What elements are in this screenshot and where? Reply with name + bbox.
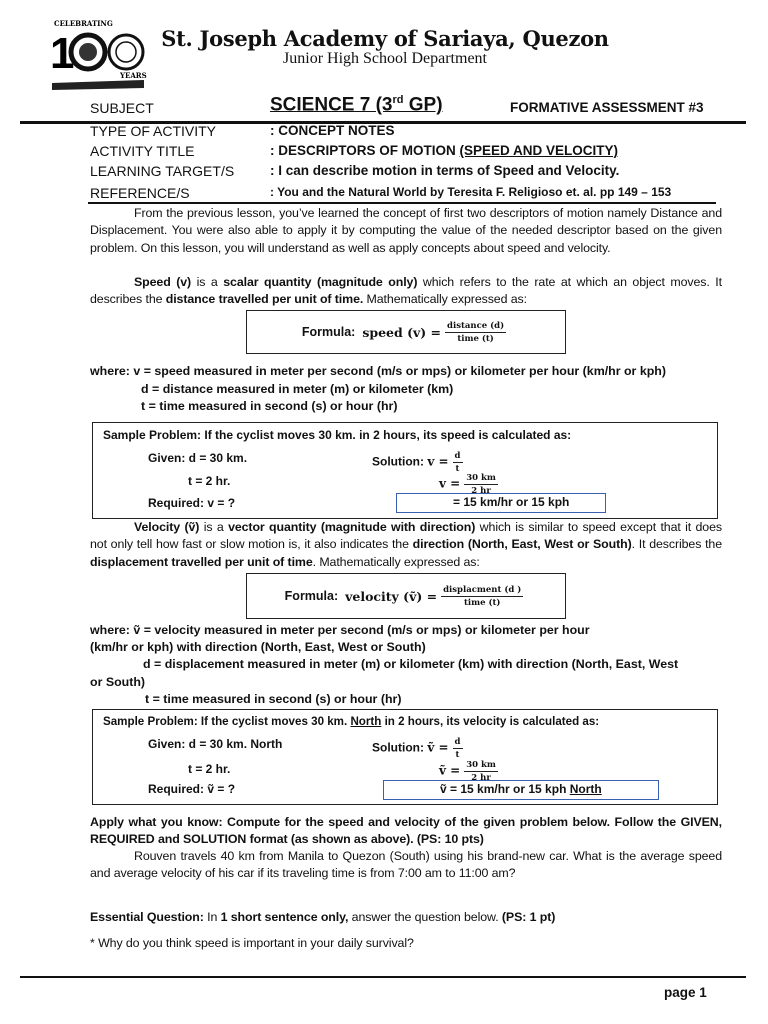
- t: answer the question below.: [348, 910, 502, 924]
- numerator: 30 km: [466, 760, 496, 770]
- v-eq: ṽ =: [427, 740, 449, 755]
- velocity-where-d: d = displacement measured in meter (m) or kilometer (km) with direction (North, East, West: [143, 657, 679, 671]
- solution-label: Solution:: [372, 740, 424, 755]
- type-value: : CONCEPT NOTES: [270, 123, 395, 138]
- given-time: t = 2 hr.: [188, 474, 231, 488]
- t: is a: [199, 520, 229, 534]
- fraction: [453, 737, 463, 760]
- speed-paragraph: [90, 274, 722, 309]
- numerator: d: [454, 451, 461, 461]
- numerator: 30 km: [466, 473, 496, 483]
- answer-box: [383, 780, 659, 800]
- subject-value: [270, 94, 443, 116]
- t: is a: [191, 275, 224, 289]
- department-name: Junior High School Department: [283, 50, 487, 67]
- target-value: : I can describe motion in terms of Speed and Velocity.: [270, 163, 620, 178]
- sample-title: Sample Problem: If the cyclist moves 30 km. in 2 hours, its speed is calculated as:: [103, 428, 572, 442]
- numerator: d: [454, 737, 461, 747]
- required: Required: v = ?: [148, 496, 236, 510]
- v-eq: v =: [439, 476, 461, 491]
- svg-text:1: 1: [50, 29, 71, 78]
- numerator: distance (d): [447, 320, 505, 331]
- title-value: [270, 143, 618, 158]
- denominator: 2 hr: [471, 773, 491, 783]
- speed-where-d: d = distance measured in meter (m) or kilometer (km): [141, 382, 454, 396]
- logo-years-text: YEARS: [120, 71, 147, 80]
- required: Required: ṽ = ?: [148, 782, 236, 796]
- t: which is similar to speed except that it does not only tell how fast or slow motion is, it also indicates the: [90, 520, 722, 552]
- target-label: LEARNING TARGET/S: [90, 163, 235, 179]
- answer-box: [396, 493, 606, 513]
- formula-lhs: velocity (ṽ) =: [345, 588, 438, 604]
- t: 1 short sentence only,: [220, 910, 349, 924]
- denominator: time (t): [463, 597, 501, 608]
- formula-lhs: speed (v) =: [362, 324, 442, 340]
- apply-problem: Rouven travels 40 km from Manila to Quezon (South) using his brand-new car. What is the average speed and average velocity of his car if its traveling time is from 7:00 am to 11:00 am?: [90, 849, 722, 881]
- speed-formula-box: [246, 310, 566, 354]
- t: (PS: 1 pt): [501, 910, 556, 924]
- t: scalar quantity (magnitude only): [223, 275, 418, 289]
- apply-instructions: Apply what you know: Compute for the speed and velocity of the given problem below. Follow the GIVEN, REQUIRED and SOLUTION format (as shown as above). (PS: 10 pts): [90, 815, 722, 847]
- t: . It describes the: [631, 537, 722, 552]
- speed-where-t: t = time measured in second (s) or hour (hr): [141, 399, 398, 413]
- subject-text: SCIENCE 7 (3: [270, 94, 393, 116]
- t: in 2 hours, its velocity is calculated as:: [381, 715, 600, 728]
- numerator: displacment (d ): [443, 584, 522, 595]
- assessment-title: FORMATIVE ASSESSMENT #3: [510, 100, 704, 115]
- page-number: page 1: [664, 985, 707, 1000]
- essential-question-text: * Why do you think speed is important in your daily survival?: [90, 936, 414, 950]
- essential-question: [90, 909, 722, 926]
- velocity-where-d-cont: or South): [90, 675, 146, 689]
- t: Speed (v): [134, 275, 192, 289]
- t: which refers to the rate at which an object moves. It describes the: [90, 275, 722, 307]
- velocity-formula-box: [246, 573, 566, 619]
- given: Given: d = 30 km. North: [148, 737, 283, 751]
- title-text: : DESCRIPTORS OF MOTION: [270, 143, 460, 158]
- type-label: TYPE OF ACTIVITY: [90, 123, 217, 139]
- solution-label: Solution:: [372, 454, 424, 469]
- velocity-where-v-cont: (km/hr or kph) with direction (North, East, West or South): [90, 640, 426, 654]
- subject-sup: rd: [392, 94, 404, 106]
- formula-fraction: [441, 585, 523, 608]
- subject-post: GP): [403, 94, 443, 116]
- formula-fraction: [445, 321, 506, 344]
- velocity-where-v: where: ṽ = velocity measured in meter per second (m/s or mps) or kilometer per hour: [90, 623, 590, 637]
- t: Essential Question:: [90, 910, 204, 924]
- denominator: time (t): [457, 333, 494, 344]
- t: Sample Problem: If the cyclist moves 30 km.: [103, 715, 351, 728]
- denominator: t: [455, 750, 460, 760]
- footer-divider: [20, 976, 746, 978]
- solution-line1: [372, 737, 467, 760]
- speed-sample-problem: [92, 422, 718, 519]
- school-logo: [48, 18, 148, 90]
- formula-label: Formula:: [284, 589, 339, 603]
- reference-value: : You and the Natural World by Teresita F. Religioso et. al. pp 149 – 153: [270, 185, 672, 199]
- answer: [440, 782, 602, 796]
- intro-paragraph: From the previous lesson, you’ve learned the concept of first two descriptors of motion namely Distance and Displacement. You were also able to apply it by computing the value of the needed descriptor based on the given problem. On this lesson, you will understand as well as apply concepts about speed and velocity.: [90, 206, 722, 255]
- velocity-sample-problem: [92, 709, 718, 805]
- title-label: ACTIVITY TITLE: [90, 143, 195, 159]
- formula-label: Formula:: [301, 325, 356, 339]
- t: displacement travelled per unit of time: [90, 554, 313, 569]
- t: Velocity (ṽ): [134, 520, 200, 534]
- speed-where-v: where: v = speed measured in meter per second (m/s or mps) or kilometer per hour (km/hr or kph): [90, 364, 666, 378]
- logo-celebrating-text: CELEBRATING: [54, 19, 113, 28]
- t: . Mathematically expressed as:: [312, 554, 480, 569]
- subject-label: SUBJECT: [90, 100, 154, 116]
- t: distance travelled per unit of time.: [165, 292, 364, 307]
- given-time: t = 2 hr.: [188, 762, 231, 776]
- velocity-paragraph: [90, 519, 722, 571]
- t: vector quantity (magnitude with direction): [228, 520, 476, 534]
- t: ṽ = 15 km/hr or 15 kph: [440, 782, 570, 796]
- given: Given: d = 30 km.: [148, 451, 248, 465]
- denominator: t: [455, 464, 460, 474]
- t: In: [203, 910, 221, 924]
- v-eq: v =: [427, 454, 449, 469]
- t: direction (North, East, West or South): [412, 537, 632, 552]
- info-divider: [88, 202, 716, 204]
- fraction: [453, 451, 463, 474]
- denominator: 2 hr: [471, 486, 491, 496]
- reference-label: REFERENCE/S: [90, 185, 190, 201]
- velocity-where-t: t = time measured in second (s) or hour (hr): [145, 692, 402, 706]
- t: North: [350, 715, 382, 728]
- v-eq: ṽ =: [439, 763, 461, 778]
- answer: = 15 km/hr or 15 kph: [453, 495, 570, 509]
- t: Mathematically expressed as:: [363, 292, 527, 307]
- sample-title: [103, 715, 599, 728]
- t: North: [569, 782, 602, 796]
- solution-line1: [372, 451, 467, 474]
- title-underlined: (SPEED AND VELOCITY): [459, 143, 619, 158]
- school-name: St. Joseph Academy of Sariaya, Quezon: [161, 26, 609, 51]
